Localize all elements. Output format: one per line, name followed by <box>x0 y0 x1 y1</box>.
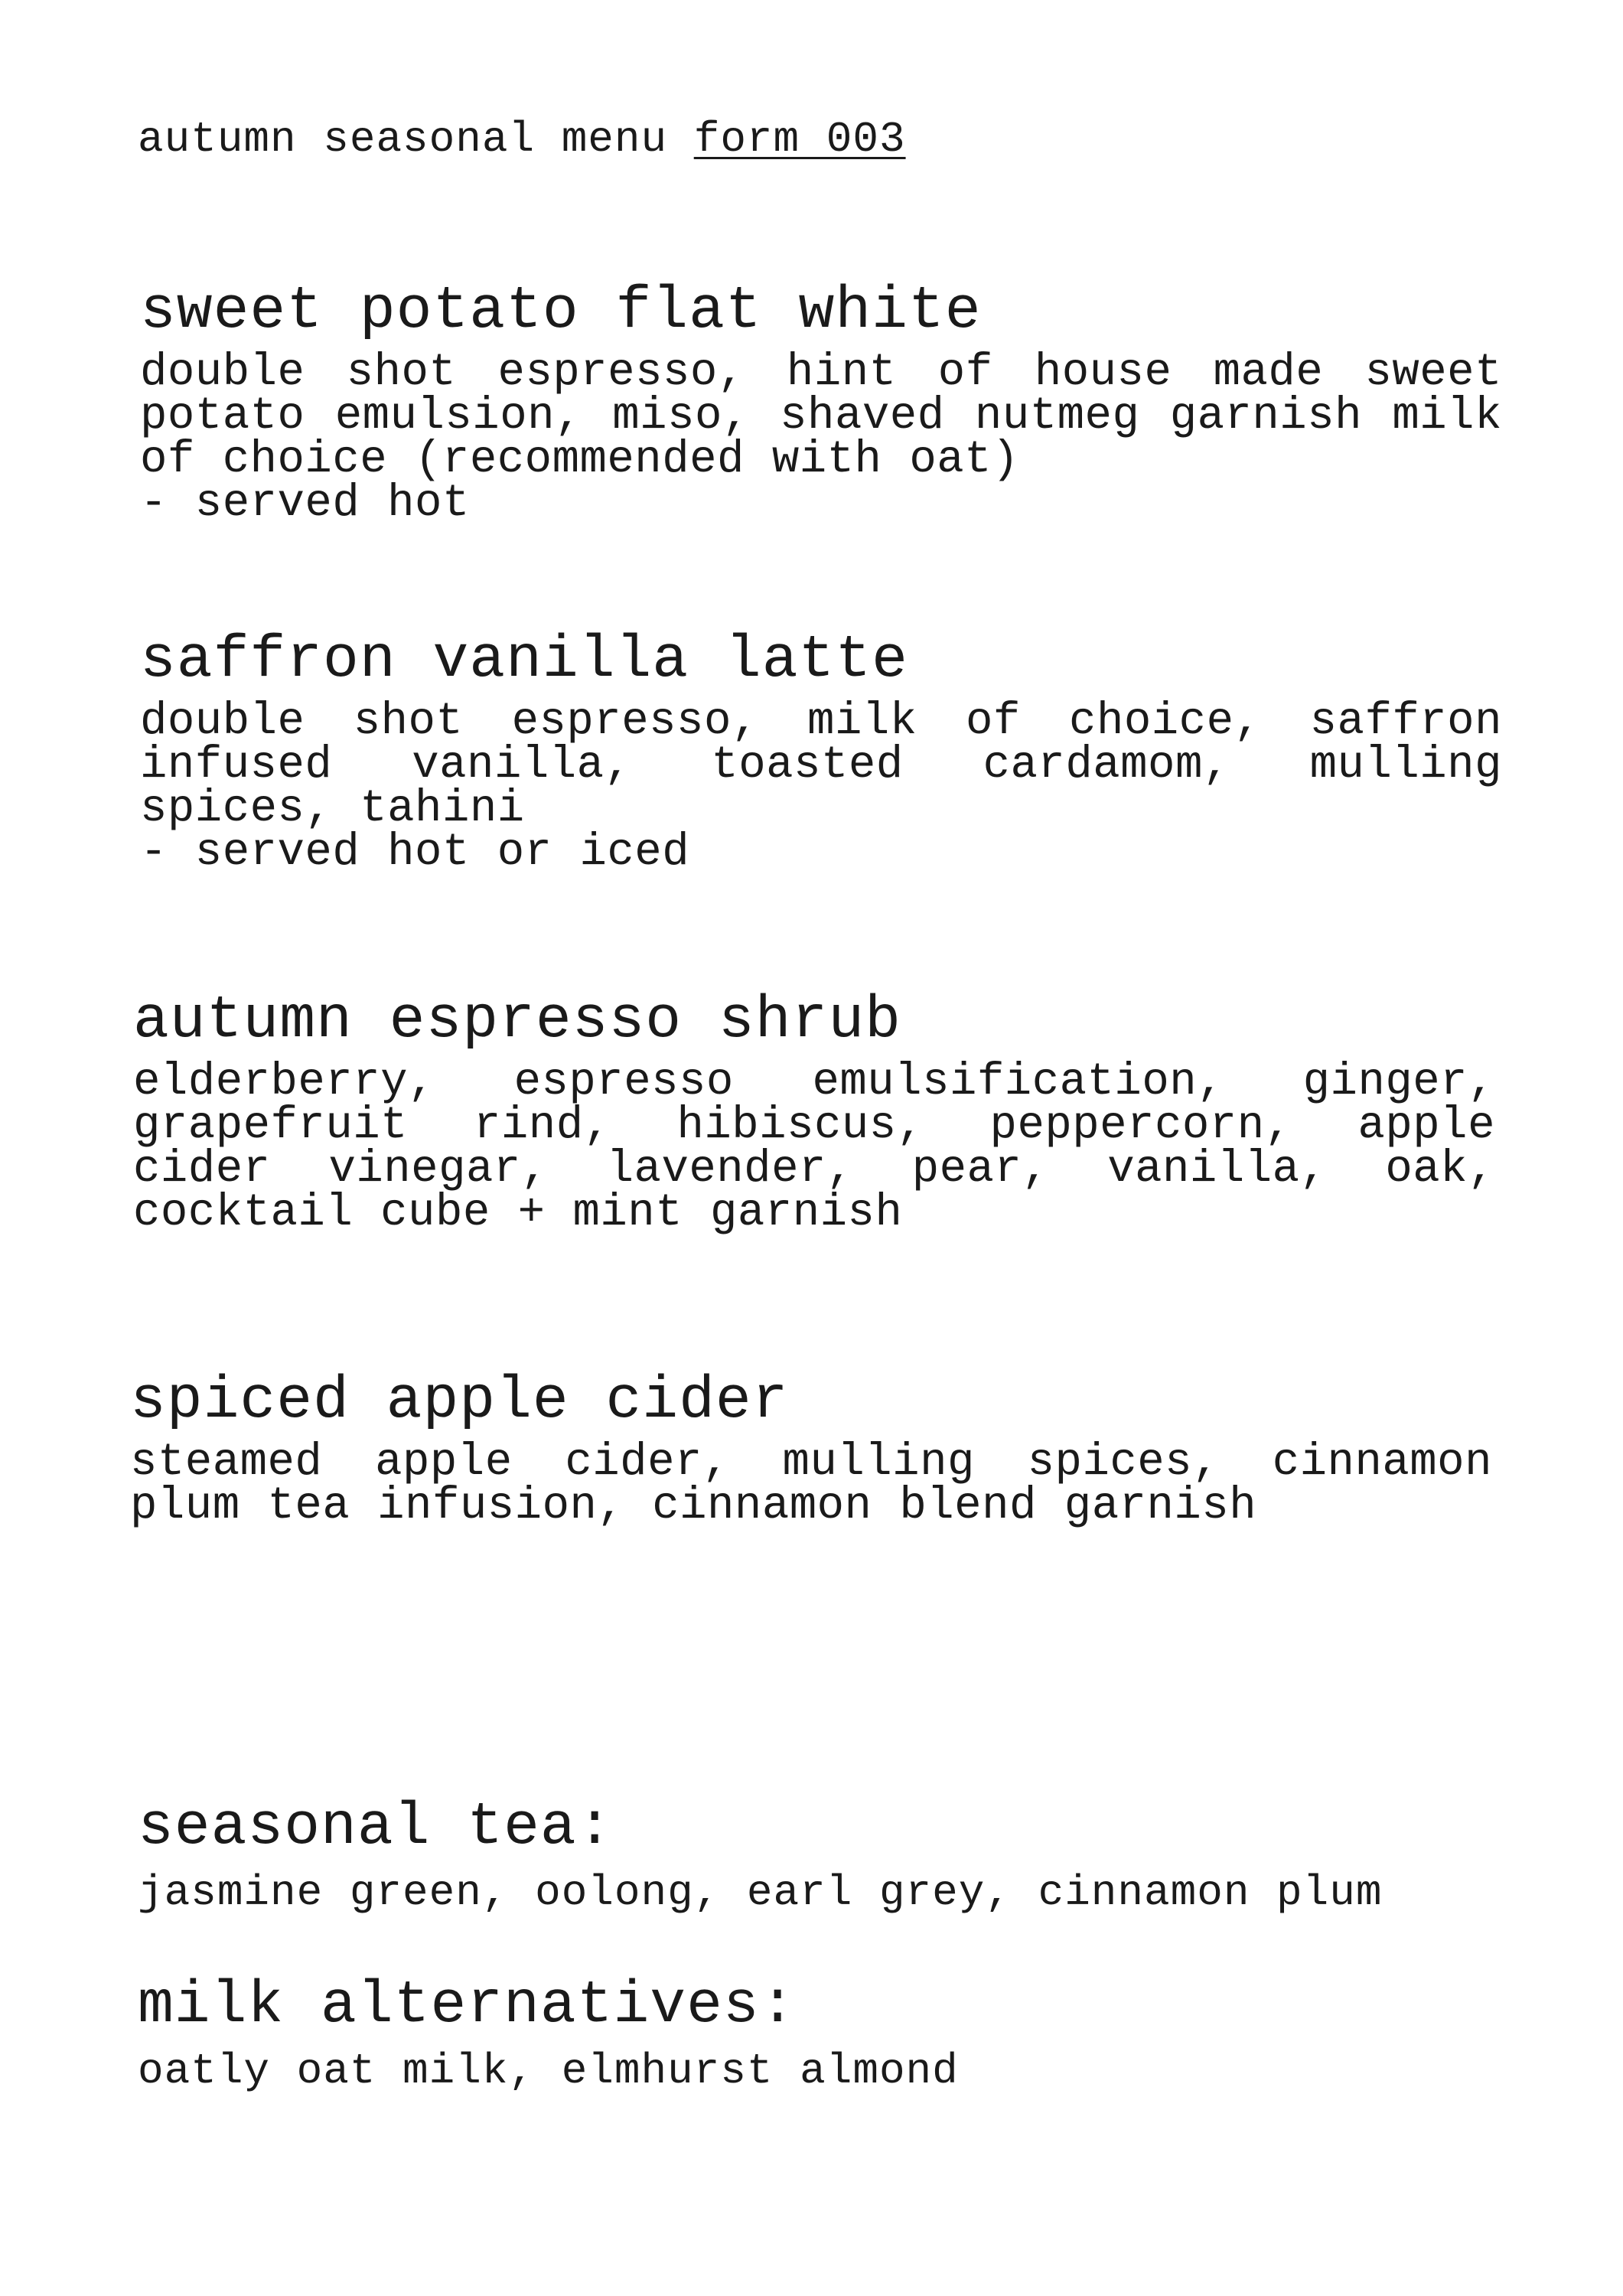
milk-alternatives-title: milk alternatives: <box>138 1972 797 2040</box>
menu-title: autumn seasonal menu <box>138 115 668 164</box>
item-title: autumn espresso shrub <box>133 987 901 1055</box>
item-description: steamed apple cider, mulling spices, cinnamon plum tea infusion, cinnamon blend garnish <box>130 1437 1492 1531</box>
item-description: elderberry, espresso emulsification, ginger, grapefruit rind, hibiscus, peppercorn, apple cider vinegar, lavender, pear, vanilla, oak, cocktail cube + mint garnish <box>133 1056 1495 1238</box>
milk-alternatives-section <box>138 1971 1500 2095</box>
item-title: spiced apple cider <box>130 1368 789 1435</box>
item-description: double shot espresso, milk of choice, saffron infused vanilla, toasted cardamom, mulling spices, tahini <box>140 696 1502 834</box>
item-description: double shot espresso, hint of house made sweet potato emulsion, miso, shaved nutmeg garnish milk of choice (recommended with oat) <box>140 347 1502 485</box>
milk-alternatives-list: oatly oat milk, elmhurst almond <box>138 2047 959 2095</box>
menu-item-saffron-vanilla-latte <box>140 626 1502 878</box>
menu-item-sweet-potato-flat-white <box>140 277 1502 529</box>
item-title: sweet potato flat white <box>140 278 982 345</box>
menu-item-autumn-espresso-shrub <box>133 987 1495 1238</box>
seasonal-tea-section <box>138 1793 1500 1917</box>
item-serving-note: - served hot <box>140 478 470 529</box>
menu-item-spiced-apple-cider <box>130 1367 1492 1531</box>
seasonal-tea-title: seasonal tea: <box>138 1794 614 1861</box>
item-serving-note: - served hot or iced <box>140 827 690 878</box>
menu-header <box>138 115 906 164</box>
form-label: form 003 <box>693 115 906 164</box>
item-title: saffron vanilla latte <box>140 627 908 694</box>
seasonal-tea-list: jasmine green, oolong, earl grey, cinnamon plum <box>138 1868 1383 1917</box>
